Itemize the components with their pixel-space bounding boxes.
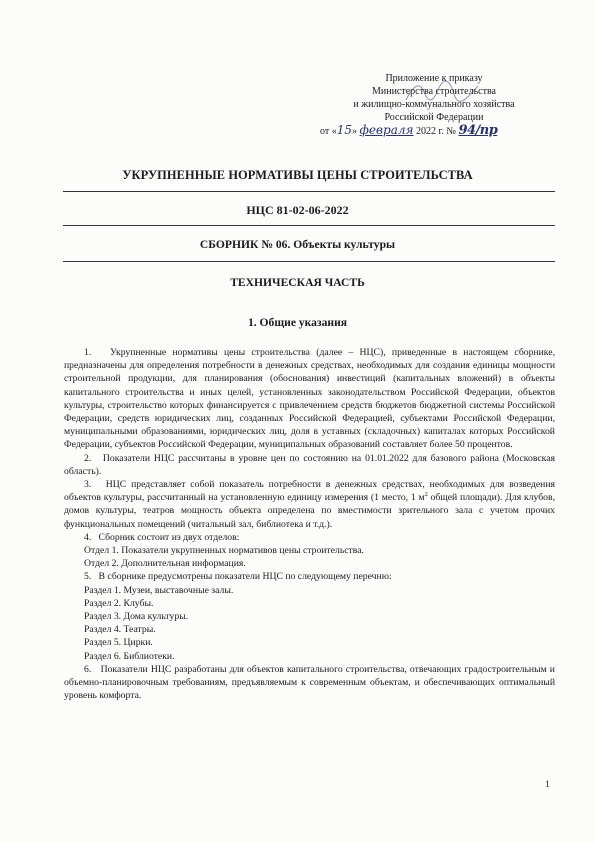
paragraph-3-part-b: общей площади). Для клубов, домов культуры, театров мощность объекта определена по вместимости зрительного зала с учетом прочих функциональных помещений (читальный зал, библиотека и т.д.). — [64, 492, 555, 530]
list-item: Раздел 1. Музеи, выставочные залы. — [84, 584, 234, 596]
standard-code: НЦС 81-02-06-2022 — [246, 203, 349, 217]
approval-line-2: Министерства строительства — [371, 86, 496, 97]
document-title: УКРУПНЕННЫЕ НОРМАТИВЫ ЦЕНЫ СТРОИТЕЛЬСТВА — [122, 168, 473, 182]
page-number: 1 — [545, 780, 550, 790]
paragraph-3 — [64, 478, 555, 531]
paragraph-4: 4. Сборник состоит из двух отделов: — [84, 531, 240, 543]
list-item: Отдел 1. Показатели укрупненных нормативов цены строительства. — [84, 545, 364, 557]
section-heading: 1. Общие указания — [247, 316, 348, 329]
superscript-2: 2 — [424, 492, 428, 498]
order-number: 94/пр — [458, 123, 498, 138]
paragraph-1: 1. Укрупненные нормативы цены строительства (далее – НЦС), приведенные в настоящем сборнике, предназначены для определения потребности в денежных средствах, необходимых для создания единицы мощности строительной продукции, для планирования (обоснования) инвестиций (капитальных вложений) в объекты капитального строительства и иных целей, установленных законодательством Российской Федерации, объектов культуры, строительство которых финансируется с привлечением средств бюджетов бюджетной системы Российской Федерации, средств юридических лиц, созданных Российской Федерацией, субъектами Российской Федерации, муниципальными образованиями, юридических лиц, доля в уставных (складочных) капиталах которых Российской Федерации, субъектов Российской Федерации, муниципальных образований составляет более 50 процентов. — [64, 347, 555, 451]
order-date-line — [318, 124, 550, 138]
divider — [63, 225, 555, 226]
order-day: 15 — [336, 123, 353, 137]
list-item: Раздел 3. Дома культуры. — [84, 611, 189, 623]
approval-block — [318, 72, 550, 138]
approval-line-3: и жилищно-коммунального хозяйства — [353, 99, 515, 110]
order-prefix: от « — [320, 126, 337, 137]
approval-line-1: Приложение к приказу — [385, 73, 483, 84]
list-item: Раздел 2. Клубы. — [84, 597, 154, 609]
order-close-quote: » — [352, 126, 358, 137]
list-item: Раздел 6. Библиотеки. — [84, 650, 175, 662]
order-year: 2022 г. № — [415, 126, 456, 137]
list-item: Отдел 2. Дополнительная информация. — [84, 558, 246, 570]
list-item: Раздел 4. Театры. — [84, 624, 156, 636]
paragraph-6: 6. Показатели НЦС разработаны для объектов капитального строительства, отвечающих градостроительным и объемно-планировочным требованиям, предъявляемым к современным объектам, и обеспечивающих оптимальный уровень комфорта. — [64, 663, 555, 702]
divider — [63, 191, 555, 192]
divider — [63, 261, 555, 262]
paragraph-5: 5. В сборнике предусмотрены показатели НЦС по следующему перечню: — [84, 571, 392, 583]
approval-line-4: Российской Федерации — [384, 112, 484, 123]
paragraph-3-part-a: 3. НЦС представляет собой показатель потребности в денежных средствах, необходимых для возведения объектов культуры, рассчитанный на установленную единицу измерения (1 место, 1 м — [64, 479, 555, 504]
collection-title: СБОРНИК № 06. Объекты культуры — [199, 238, 396, 251]
part-title: ТЕХНИЧЕСКАЯ ЧАСТЬ — [230, 276, 365, 289]
order-month: февраля — [359, 123, 414, 137]
body-text — [64, 346, 555, 702]
signature-mark — [402, 78, 482, 106]
paragraph-2: 2. Показатели НЦС рассчитаны в уровне цен по состоянию на 01.01.2022 для базового района (Московская область). — [64, 452, 555, 477]
list-item: Раздел 5. Цирки. — [84, 637, 153, 649]
